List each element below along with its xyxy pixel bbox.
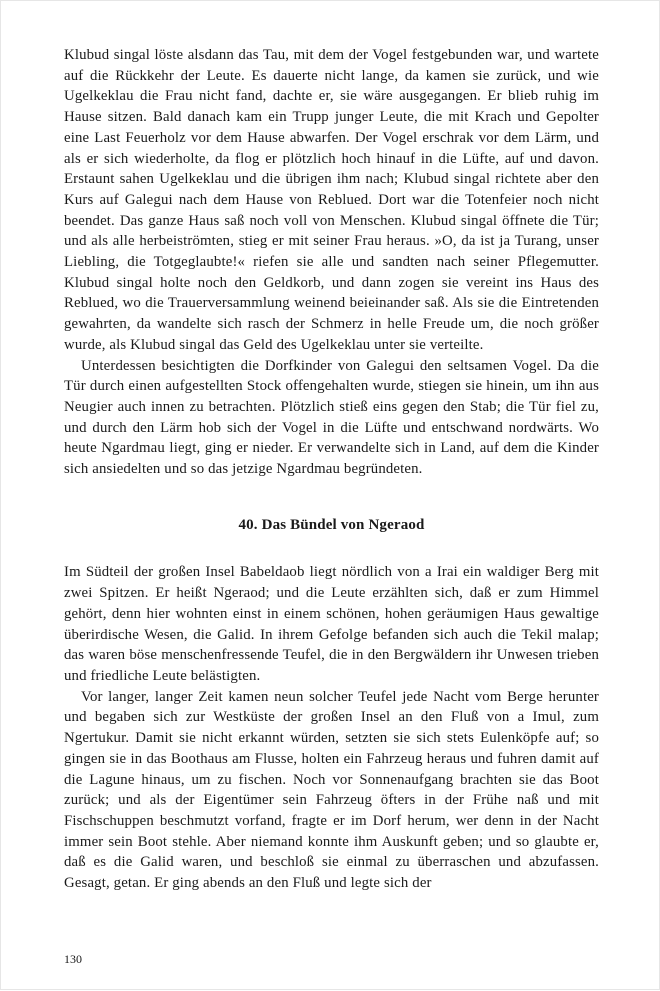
text-block: [64, 45, 599, 894]
paragraph-3: Im Südteil der großen Insel Babeldaob liegt nördlich von a Irai ein waldiger Berg mit zwei Spitzen. Er heißt Ngeraod; und die Leute erzählten sich, daß er zum Himmel gehört, denn hier wohnten einst in einem schönen, hohen geräumigen Haus gewaltige überirdische Wesen, die Galid. In ihrem Gefolge befanden sich auch die Tekil malap; das waren böse menschenfressende Teufel, die in den Bergwäldern ihr Unwesen trieben und friedliche Leute belästigten.: [64, 564, 599, 684]
book-page: [1, 1, 660, 991]
paragraph-2: Unterdessen besichtigten die Dorfkinder von Galegui den seltsamen Vogel. Da die Tür durch einen aufgestellten Stock offengehalten wurde, stiegen sie hinein, um ihn aus Neugier auch innen zu betrachten. Plötzlich stieß eins gegen den Stab; die Tür fiel zu, und durch den Lärm hob sich der Vogel in die Lüfte und entschwand nordwärts. Wo heute Ngardmau liegt, ging er nieder. Er verwandelte sich in Land, auf dem die Kinder sich ansiedelten und so das jetzige Ngardmau begründeten.: [64, 357, 599, 478]
paragraph-1: Klubud singal löste alsdann das Tau, mit dem der Vogel festgebunden war, und wartete auf die Rückkehr der Leute. Es dauerte nicht lange, da kamen sie zurück, und wie Ugelkeklau die Frau nicht fand, dachte er, sie wäre ausgegangen. Er blieb ruhig im Hause sitzen. Bald danach kam ein Trupp junger Leute, die mit Krach und Gepolter eine Last Feuerholz vor dem Hause abwarfen. Der Vogel erschrak vor dem Lärm, und als er sich wiederholte, da flog er plötzlich hoch hinauf in die Lüfte, auf und davon. Erstaunt sahen Ugelkeklau und die übrigen ihm nach; Klubud singal richtete aber den Kurs auf Galegui nach dem Hause von Reblued. Dort war die Totenfeier noch nicht beendet. Das ganze Haus saß noch voll von Menschen. Klubud singal öffnete die Tür; und als alle herbeiströmten, stieg er mit seiner Frau heraus. »O, da ist ja Turang, unser Liebling, die Totgeglaubte!« riefen sie alle und sandten nach seiner Pflegemutter. Klubud singal holte noch den Geldkorb, und dann zogen sie vereint ins Haus des Reblued, wo die Trauerversammlung weinend beieinander saß. Als sie die Eintretenden gewahrten, da wandelte sich rasch der Schmerz in helle Freude um, die noch größer wurde, als Klubud singal das Geld des Ugelkeklau unter sie verteilte.: [64, 47, 599, 353]
page-number: 130: [64, 952, 82, 966]
section-heading: 40. Das Bündel von Ngeraod: [238, 516, 425, 533]
paragraph-4: Vor langer, langer Zeit kamen neun solcher Teufel jede Nacht vom Berge herunter und begaben sich zur Westküste der großen Insel an den Fluß von a Imul, zum Ngertukur. Damit sie nicht erkannt würden, setzten sie sich stets Eulenköpfe auf; so gingen sie in das Boothaus am Flusse, holten ein Fahrzeug heraus und fuhren damit auf die Lagune hinaus, um zu fischen. Noch vor Sonnenaufgang brachten sie das Boot zurück; und als der Eigentümer sein Fahrzeug öfters in der Frühe naß und mit Fischschuppen beschmutzt vorfand, fragte er im Dorf herum, wer denn in der Nacht immer sein Boot stehle. Aber niemand konnte ihm Auskunft geben; und so glaubte er, daß es die Galid waren, und beschloß sie einmal zu überraschen und abzufassen. Gesagt, getan. Er ging abends an den Fluß und legte sich der: [64, 688, 599, 892]
